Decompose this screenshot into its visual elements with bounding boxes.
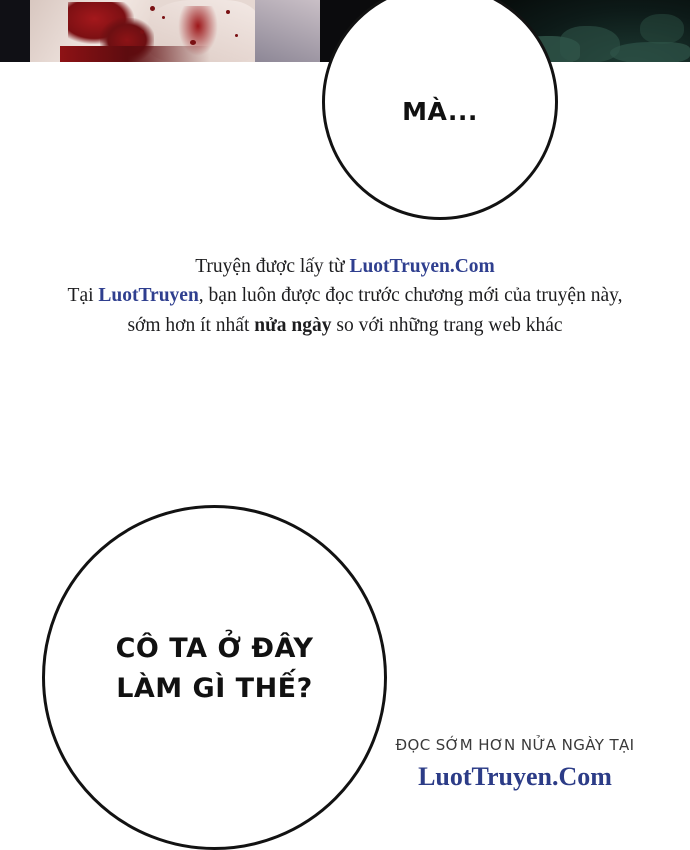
foliage-shape [560, 26, 620, 62]
speech-bubble-bottom-line-2: LÀM GÌ THẾ? [116, 672, 313, 704]
promo-emphasis: nửa ngày [254, 314, 332, 336]
foliage-shape [640, 14, 684, 44]
blood-stain-d [60, 46, 210, 62]
promo-watermark [0, 252, 690, 340]
promo-line-2-suffix: , bạn luôn được đọc trước chương mới của truyện này, [198, 285, 623, 307]
blood-speck [150, 6, 155, 11]
comic-panel-left [0, 0, 30, 62]
blood-speck [235, 34, 238, 37]
skin-shading-right [255, 0, 320, 62]
footer-note: ĐỌC SỚM HƠN NỬA NGÀY TẠI [395, 736, 635, 754]
speech-bubble-top [322, 0, 558, 220]
foliage-shape [610, 42, 690, 62]
speech-bubble-top-text: MÀ... [402, 96, 478, 126]
footer-watermark [360, 736, 670, 792]
promo-line-3-prefix: sớm hơn ít nhất [127, 314, 255, 336]
speech-bubble-bottom-text [116, 629, 314, 709]
speech-bubble-bottom-line-1: CÔ TA Ở ĐÂY [115, 632, 314, 664]
promo-line-1 [0, 252, 690, 281]
promo-brand-name[interactable]: LuotTruyen [98, 285, 199, 307]
footer-brand-link[interactable]: LuotTruyen.Com [418, 762, 612, 791]
promo-line-3-suffix: so với những trang web khác [331, 314, 563, 336]
blood-speck [140, 30, 144, 34]
speech-bubble-bottom [42, 505, 387, 850]
promo-brand-link[interactable]: LuotTruyen.Com [349, 256, 495, 277]
comic-panel-blood-skin [30, 0, 320, 62]
blood-speck [162, 16, 165, 19]
blood-speck [226, 10, 230, 14]
promo-line-2 [0, 281, 690, 310]
promo-line-3 [0, 311, 690, 340]
promo-line-2-prefix: Tại [67, 285, 99, 307]
promo-line-1-prefix: Truyện được lấy từ [195, 256, 350, 277]
blood-speck [190, 40, 196, 45]
